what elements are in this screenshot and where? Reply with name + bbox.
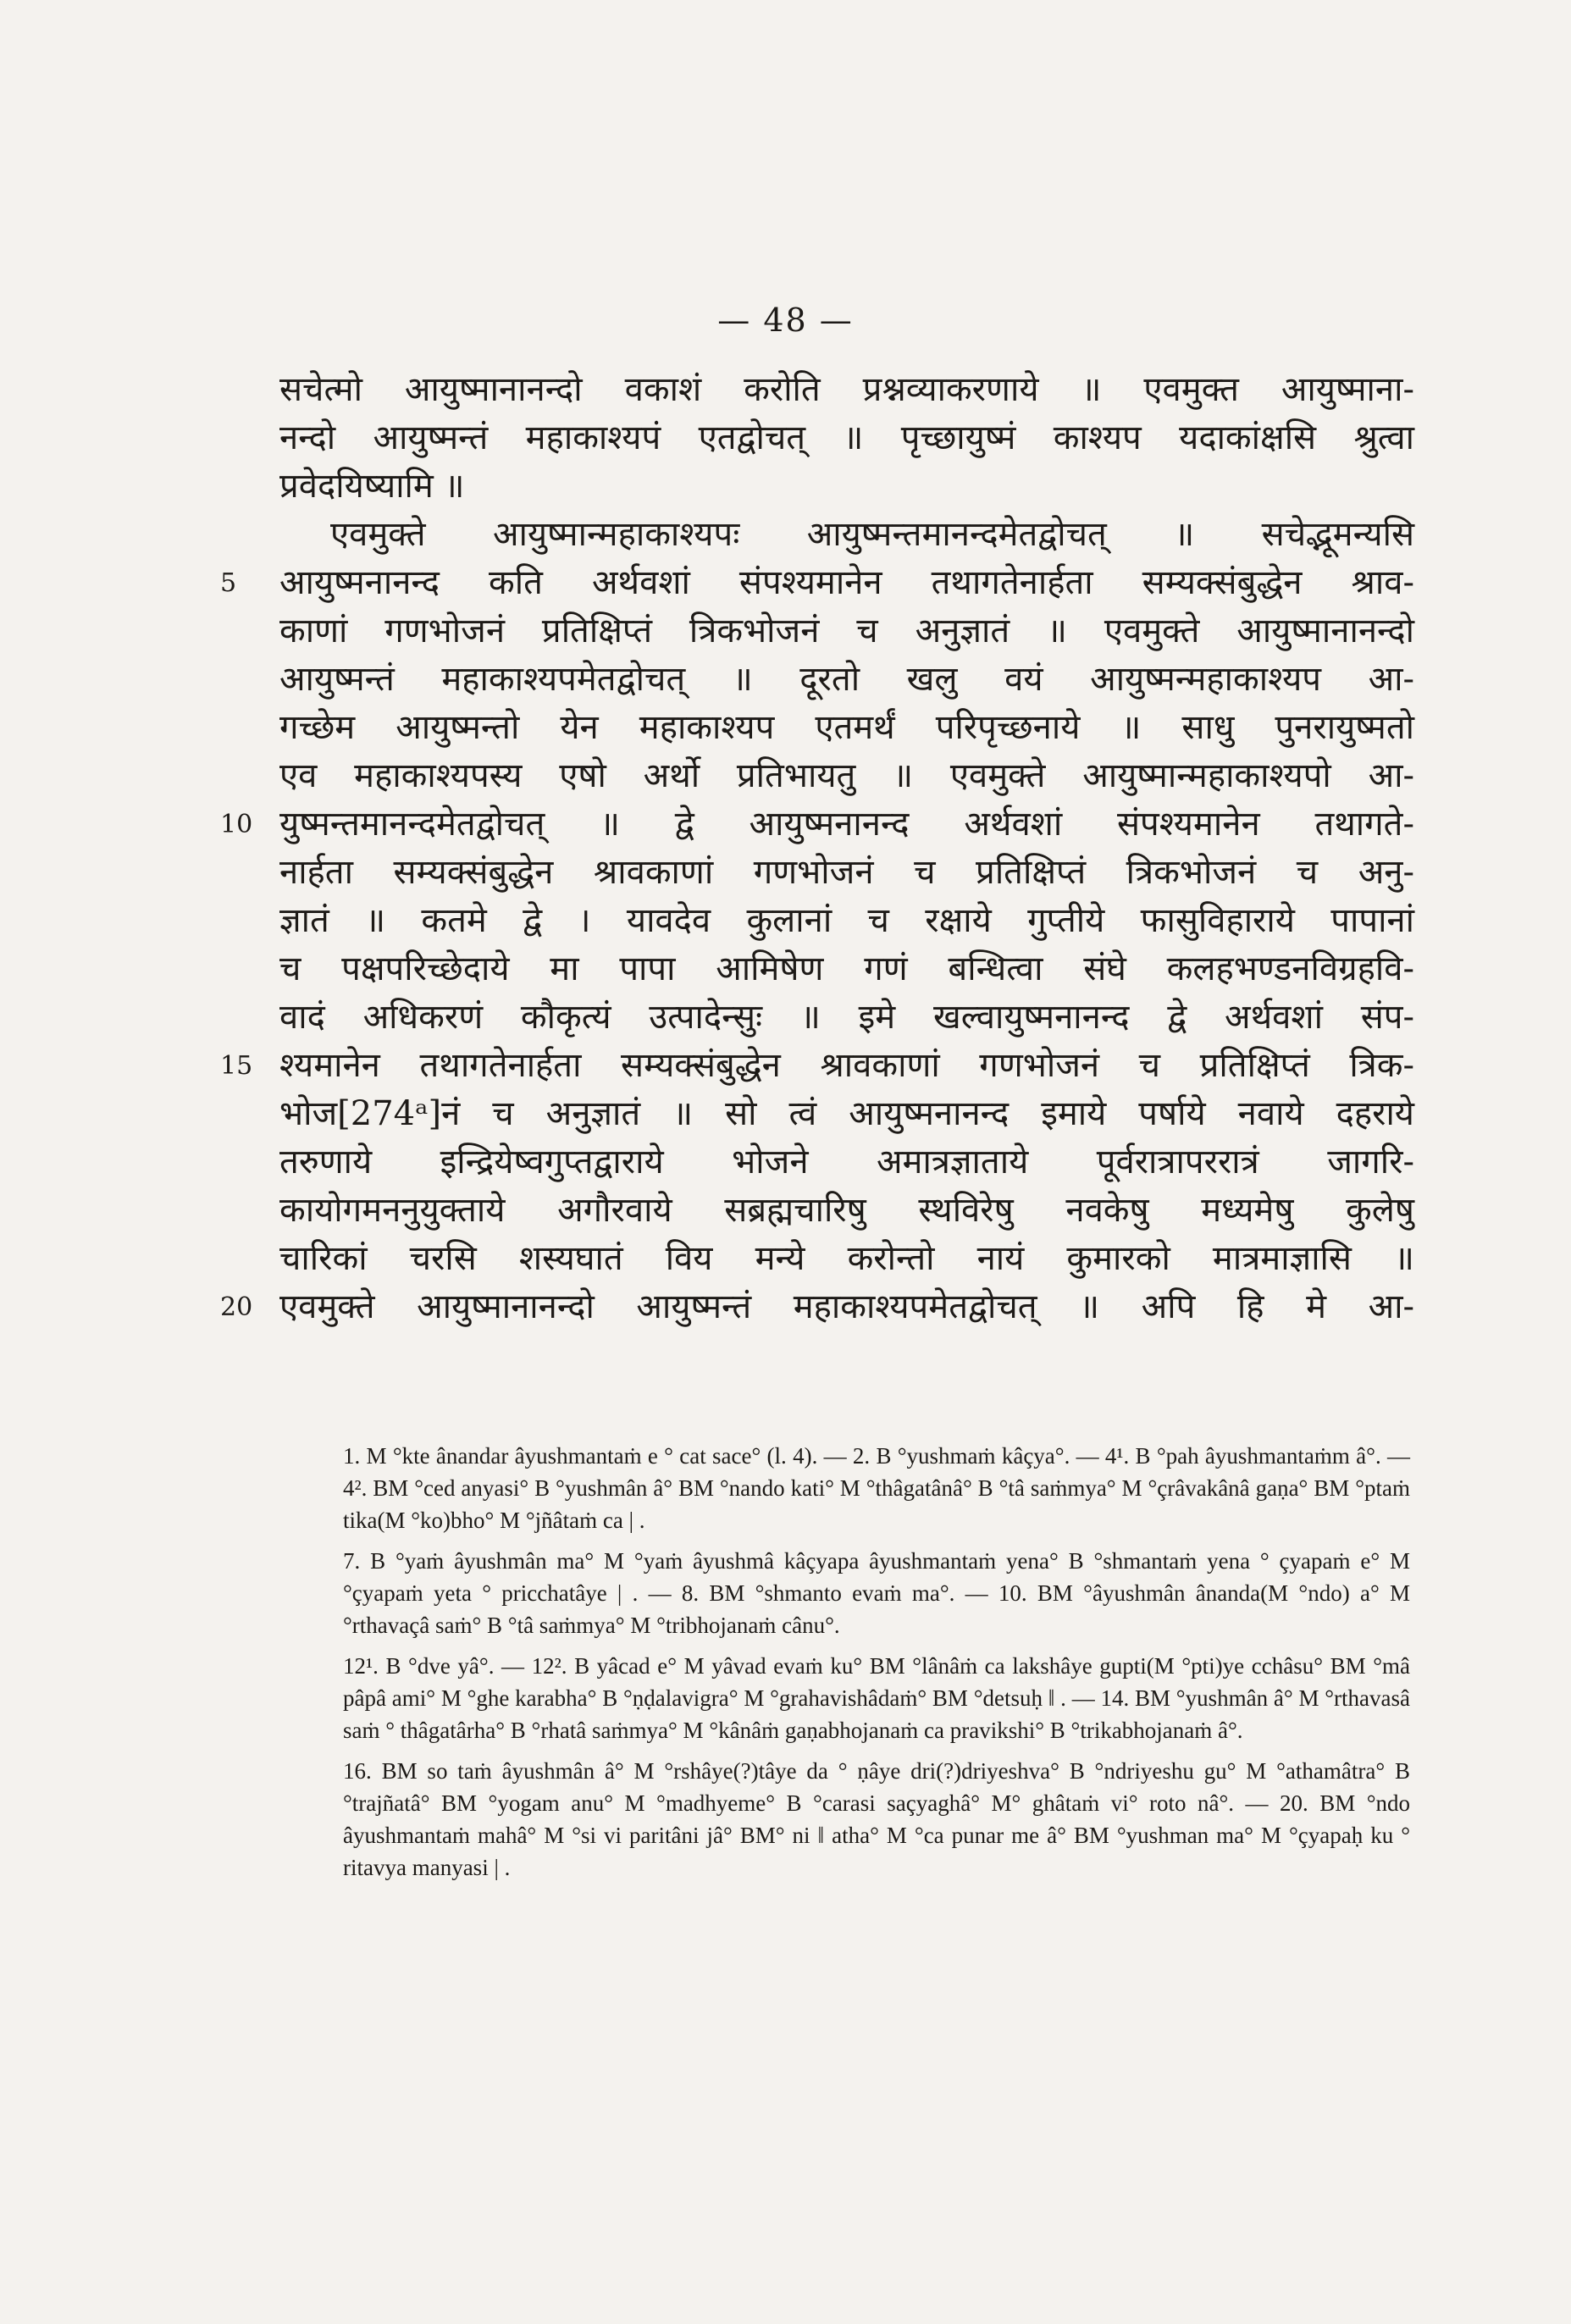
line-text: एव महाकाश्यपस्य एषो अर्थो प्रतिभायतु ॥ एवमुक्ते आयुष्मान्महाकाश्यपो आ- [279, 756, 1414, 795]
line-text: प्रवेदयिष्यामि ॥ [279, 467, 465, 506]
text-line [279, 1090, 1414, 1138]
page-number: — 48 — [717, 302, 854, 339]
line-text: गच्छेम आयुष्मन्तो येन महाकाश्यप एतमर्थं परिपृच्छनाये ॥ साधु पुनरायुष्मतो [279, 708, 1414, 747]
line-text: कायोगमननुयुक्ताये अगौरवाये सब्रह्मचारिषु स्थविरेषु नवकेषु मध्यमेषु कुलेषु [279, 1191, 1414, 1230]
footnote-text: 12¹. B °dve yâ°. — 12². B yâcad e° M yâvad evaṁ ku° BM °lânâṁ ca lakshâye gupti(M °pti)ye cchâsu° BM °mâ pâpâ ami° M °ghe karabha° B °ṇḍalavigra° M °grahavishâdaṁ° BM °detsuḥ ‖ . — 14. BM °yushmân â° M °rthavasâ saṁ ° thâgatârha° B °rhatâ saṁmya° M °kânâṁ gaṇabhojanaṁ ca pravikshi° B °trikabhojanaṁ â°. [343, 1653, 1410, 1743]
line-text: आयुष्मन्तं महाकाश्यपमेतद्वोचत् ॥ दूरतो खलु वयं आयुष्मन्महाकाश्यप आ- [279, 660, 1414, 699]
footnote-text: 16. BM so taṁ âyushmân â° M °rshâye(?)tâye da ° ṇâye dri(?)driyeshva° B °ndriyeshu gu° M °athamâtra° B °trajñatâ° BM °yogam anu° M °madhyeme° B °carasi saçyaghâ° M° ghâtaṁ vi° roto nâ°. — 20. BM °ndo âyushmantaṁ mahâ° M °si vi paritâni jâ° BM° ni ‖ atha° M °ca punar me â° BM °yushman ma° M °çyapaḥ ku ° ritavya manyasi | . [343, 1758, 1410, 1880]
line-number: 20 [220, 1292, 253, 1322]
line-number: 15 [220, 1051, 253, 1081]
footnote-text: 1. M °kte ânandar âyushmantaṁ e ° cat sace° (l. 4). — 2. B °yushmaṁ kâçya°. — 4¹. B °pah âyushmantaṁm â°. — 4². BM °ced anyasi° B °yushmân â° BM °nando kati° M °thâgatânâ° B °tâ saṁmya° M °çrâvakânâ gaṇa° BM °ptaṁ tika(M °ko)bho° M °jñâtaṁ ca | . [343, 1443, 1410, 1533]
line-text: एवमुक्ते आयुष्मानानन्दो आयुष्मन्तं महाकाश्यपमेतद्वोचत् ॥ अपि हि मे आ- [279, 1287, 1414, 1326]
line-number: 5 [220, 568, 237, 598]
text-line [279, 366, 1414, 414]
text-line [279, 414, 1414, 462]
line-text: एवमुक्ते आयुष्मान्महाकाश्यपः आयुष्मन्तमानन्दमेतद्वोचत् ॥ सचेद्भूमन्यसि [330, 515, 1414, 554]
line-text: श्यमानेन तथागतेनार्हता सम्यक्संबुद्धेन श्रावकाणां गणभोजनं च प्रतिक्षिप्तं त्रिक- [279, 1046, 1414, 1085]
line-text: आयुष्मनानन्द कति अर्थवशां संपश्यमानेन तथागतेनार्हता सम्यक्संबुद्धेन श्राव- [279, 563, 1414, 602]
line-text: चारिकां चरसि शस्यघातं विय मन्ये करोन्तो नायं कुमारको मात्रमाज्ञासि ॥ [279, 1239, 1414, 1278]
text-line [220, 559, 1414, 607]
text-line [279, 704, 1414, 752]
text-line [279, 1138, 1414, 1187]
text-line [279, 1235, 1414, 1283]
text-line [279, 511, 1414, 559]
text-line [279, 462, 1414, 511]
footnote-paragraph [343, 1650, 1410, 1746]
text-line [279, 1187, 1414, 1235]
sanskrit-main-text [220, 366, 1414, 1331]
footnote-paragraph [343, 1755, 1410, 1884]
footnote-text: 7. B °yaṁ âyushmân ma° M °yaṁ âyushmâ kâçyapa âyushmantaṁ yena° B °shmantaṁ yena ° çyapaṁ e° M °çyapaṁ yeta ° pricchatâye | . — 8. BM °shmanto evaṁ ma°. — 10. BM °âyushmân ânanda(M °ndo) a° M °rthavaçâ saṁ° B °tâ saṁmya° M °tribhojanaṁ cânu°. [343, 1548, 1410, 1638]
footnote-paragraph [343, 1545, 1410, 1641]
text-line [279, 656, 1414, 704]
text-line [279, 752, 1414, 800]
text-line [279, 945, 1414, 993]
line-text: वादं अधिकरणं कौकृत्यं उत्पादेन्सुः ॥ इमे खल्वायुष्मनानन्द द्वे अर्थवशां संप- [279, 998, 1414, 1037]
line-text: च पक्षपरिच्छेदाये मा पापा आमिषेण गणं बन्धित्वा संघे कलहभण्डनविग्रहवि- [279, 949, 1414, 988]
text-line [220, 1283, 1414, 1331]
line-text: युष्मन्तमानन्दमेतद्वोचत् ॥ द्वे आयुष्मनानन्द अर्थवशां संपश्यमानेन तथागते- [279, 805, 1414, 844]
text-line [279, 849, 1414, 897]
line-number: 10 [220, 810, 253, 839]
text-line [279, 993, 1414, 1042]
line-text: सचेत्मो आयुष्मानानन्दो वकाशं करोति प्रश्नव्याकरणाये ॥ एवमुक्त आयुष्माना- [279, 370, 1414, 409]
footnote-paragraph [343, 1440, 1410, 1536]
line-text: भोज[274ᵃ]नं च अनुज्ञातं ॥ सो त्वं आयुष्मनानन्द इमाये पर्षाये नवाये दहराये [279, 1094, 1414, 1133]
line-text: नार्हता सम्यक्संबुद्धेन श्रावकाणां गणभोजनं च प्रतिक्षिप्तं त्रिकभोजनं च अनु- [279, 853, 1414, 892]
line-text: नन्दो आयुष्मन्तं महाकाश्यपं एतद्वोचत् ॥ पृच्छायुष्मं काश्यप यदाकांक्षसि श्रुत्वा [279, 418, 1414, 457]
text-line [279, 607, 1414, 656]
line-text: काणां गणभोजनं प्रतिक्षिप्तं त्रिकभोजनं च अनुज्ञातं ॥ एवमुक्ते आयुष्मानानन्दो [279, 611, 1414, 650]
text-line [220, 1042, 1414, 1090]
footnotes [343, 1440, 1410, 1892]
line-text: तरुणाये इन्द्रियेष्वगुप्तद्वाराये भोजने अमात्रज्ञाताये पूर्वरात्रापररात्रं जागरि- [279, 1143, 1414, 1181]
line-text: ज्ञातं ॥ कतमे द्वे । यावदेव कुलानां च रक्षाये गुप्तीये फासुविहाराये पापानां [279, 901, 1414, 940]
text-line [279, 897, 1414, 945]
text-line [220, 800, 1414, 849]
